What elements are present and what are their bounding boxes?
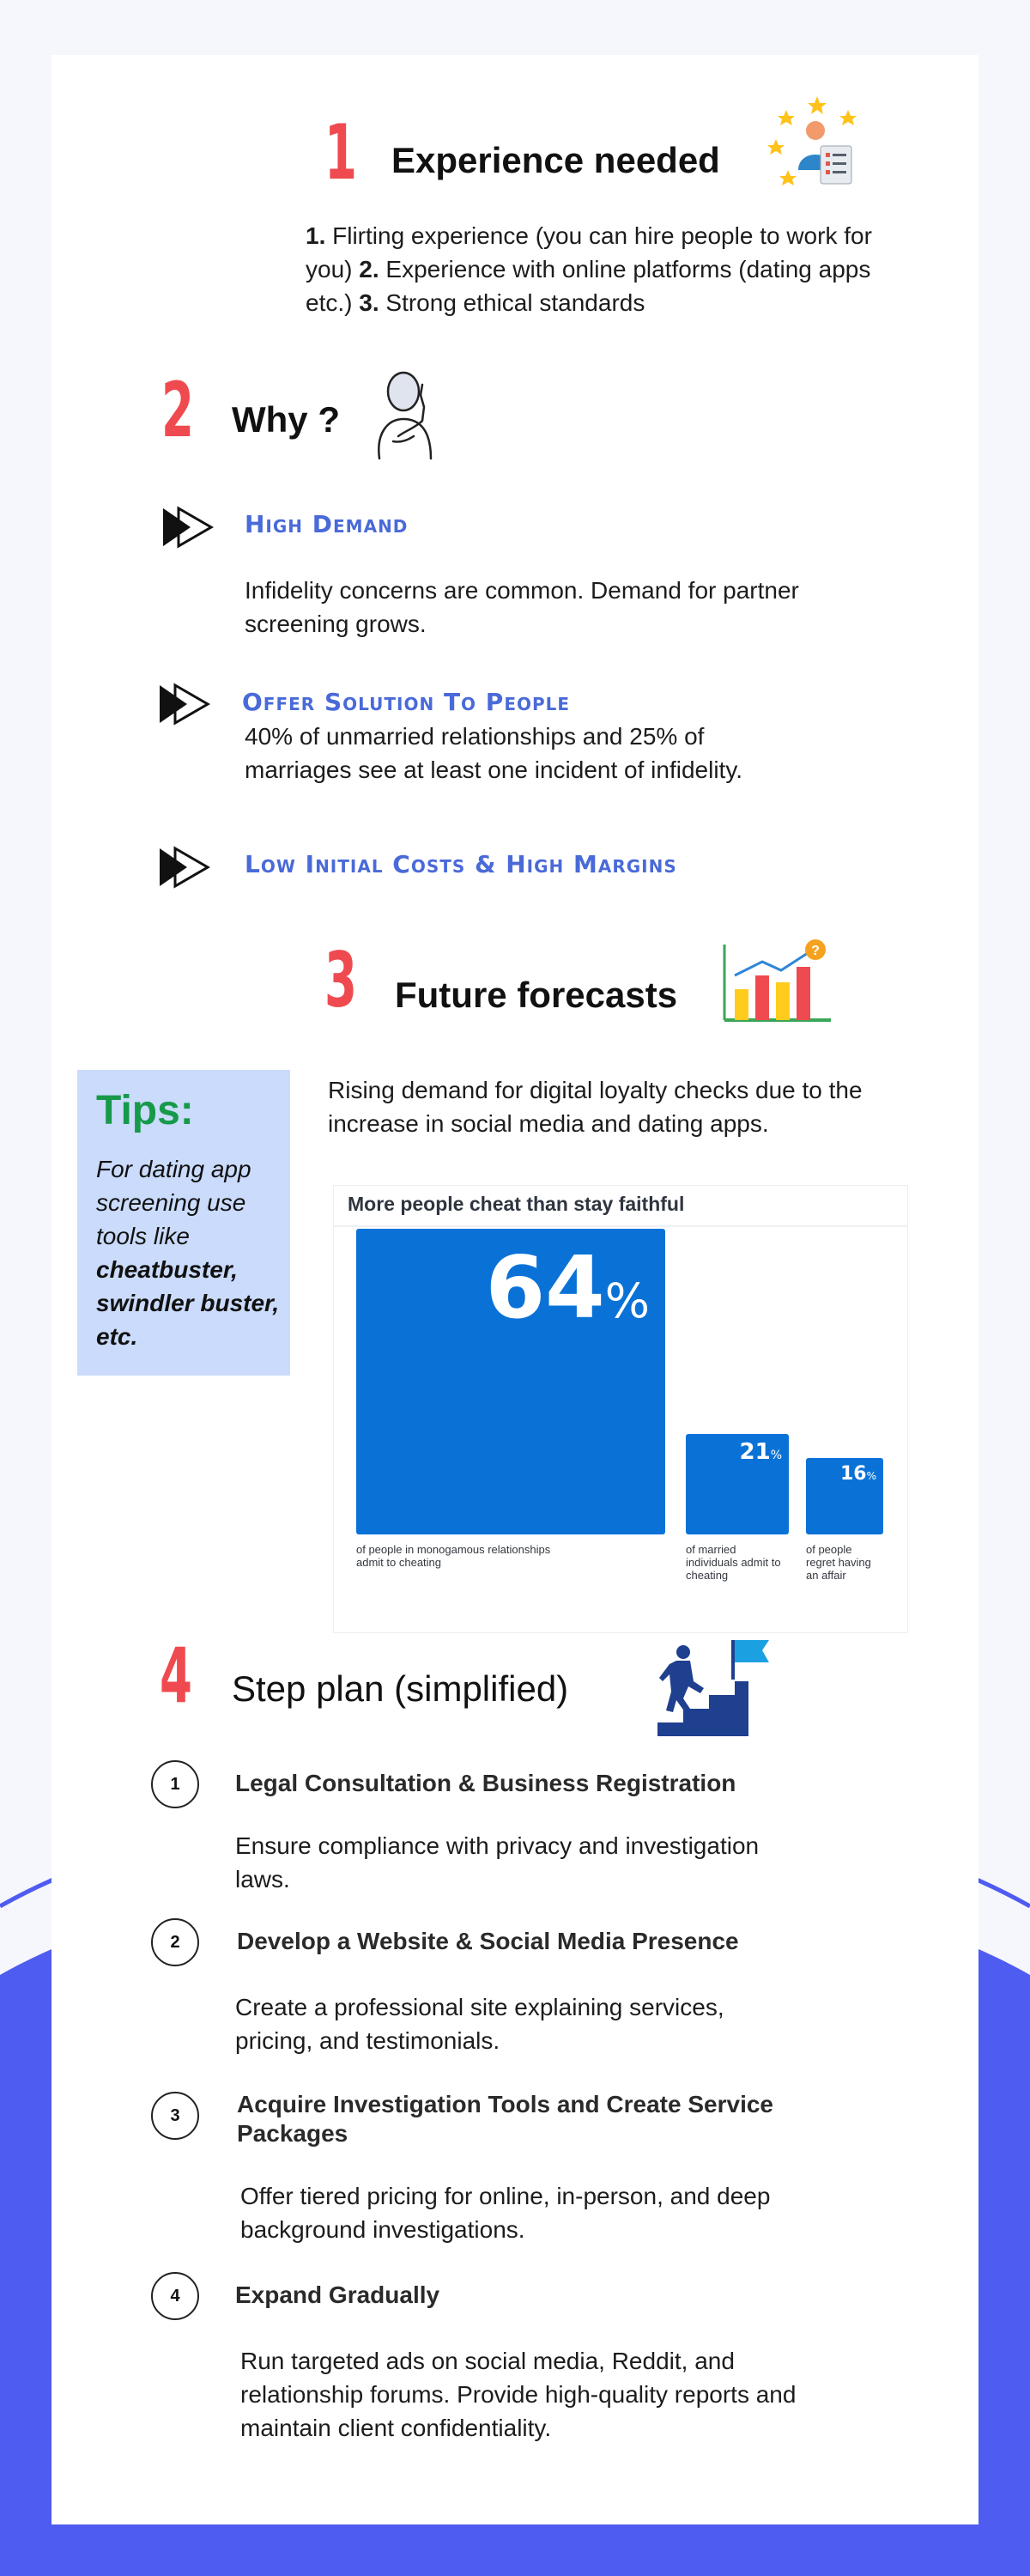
tips-text xyxy=(96,1152,285,1353)
step-description: Ensure compliance with privacy and investigation laws. xyxy=(235,1832,760,1893)
chart-data-unit: % xyxy=(866,1470,876,1482)
chart-data-unit: % xyxy=(770,1449,782,1462)
item-3-number: 3. xyxy=(359,289,379,316)
section-3-title: Future forecasts xyxy=(395,975,678,1015)
section-2-number: 2 xyxy=(161,366,194,454)
double-arrow-icon xyxy=(156,845,213,890)
forecast-text: Rising demand for digital loyalty checks due to the increase in social media and dating apps. xyxy=(328,1077,863,1137)
reason-2-heading: Offer Solution To People xyxy=(242,688,571,716)
step-title: Legal Consultation & Business Registration xyxy=(235,1770,736,1796)
chart-category-label: of married individuals admit to cheating xyxy=(686,1543,781,1582)
step-description: Run targeted ads on social media, Reddit, and relationship forums. Provide high-quality reports and maintain client confidentiality. xyxy=(240,2348,797,2441)
tips-intro: For dating app screening use tools like xyxy=(96,1156,251,1249)
tips-box xyxy=(77,1070,290,1376)
double-arrow-icon xyxy=(156,682,213,726)
section-4-title: Step plan (simplified) xyxy=(232,1668,569,1709)
step-number-circle: 3 xyxy=(151,2092,199,2140)
section-1-number: 1 xyxy=(324,108,357,197)
chart-divider xyxy=(334,1225,907,1227)
item-3-text: Strong ethical standards xyxy=(385,289,645,316)
section-4-number: 4 xyxy=(160,1631,192,1720)
chart-category-label: of people in monogamous relationships admit to cheating xyxy=(356,1543,551,1569)
chart-title: More people cheat than stay faithful xyxy=(348,1193,685,1215)
step-number-circle: 4 xyxy=(151,2272,199,2320)
step-number-circle: 2 xyxy=(151,1918,199,1966)
cheating-stats-chart xyxy=(333,1185,908,1633)
item-2-number: 2. xyxy=(359,256,379,283)
experience-stars-icon xyxy=(766,93,869,192)
chart-data-unit: % xyxy=(604,1273,650,1328)
step-title: Expand Gradually xyxy=(235,2281,440,2308)
reason-2-text: 40% of unmarried relationships and 25% of marriages see at least one incident of infidelity. xyxy=(245,723,743,783)
reason-1-heading: High Demand xyxy=(245,510,409,538)
thinking-person-icon xyxy=(367,364,450,460)
section-2-title: Why ? xyxy=(232,399,340,440)
section-1-title: Experience needed xyxy=(391,140,720,180)
reason-1-text: Infidelity concerns are common. Demand for partner screening grows. xyxy=(245,577,799,637)
experience-list xyxy=(306,219,924,319)
stairs-climber-flag-icon xyxy=(649,1637,778,1738)
chart-data-value: 16 xyxy=(839,1463,867,1485)
reason-3-heading: Low Initial Costs & High Margins xyxy=(245,850,677,878)
chart-data-value: 21 xyxy=(739,1439,771,1465)
double-arrow-icon xyxy=(160,505,216,550)
chart-category-label: of people regret having an affair xyxy=(806,1543,871,1582)
tips-title: Tips: xyxy=(96,1088,194,1133)
chart-data-value: 64 xyxy=(485,1237,605,1338)
step-description: Offer tiered pricing for online, in-person, and deep background investigations. xyxy=(240,2183,771,2243)
step-number-circle: 1 xyxy=(151,1760,199,1808)
step-title: Develop a Website & Social Media Presence xyxy=(237,1928,739,1954)
svg-text:?: ? xyxy=(811,944,820,958)
section-3-number: 3 xyxy=(324,936,357,1024)
chart-data-label xyxy=(486,1237,650,1338)
step-description: Create a professional site explaining services, pricing, and testimonials. xyxy=(235,1994,724,2054)
item-1-text: Flirting experience (you can hire people to work for you) xyxy=(306,222,872,283)
chart-data-label xyxy=(740,1439,783,1465)
chart-data-label xyxy=(840,1463,876,1485)
item-2-text: Experience with online platforms (dating apps etc.) xyxy=(306,256,871,316)
step-title: Acquire Investigation Tools and Create Service Packages xyxy=(237,2091,773,2147)
bar-chart-growth-icon xyxy=(721,936,834,1024)
tips-tools: cheatbuster, swindler buster, etc. xyxy=(96,1256,280,1350)
item-1-number: 1. xyxy=(306,222,326,249)
